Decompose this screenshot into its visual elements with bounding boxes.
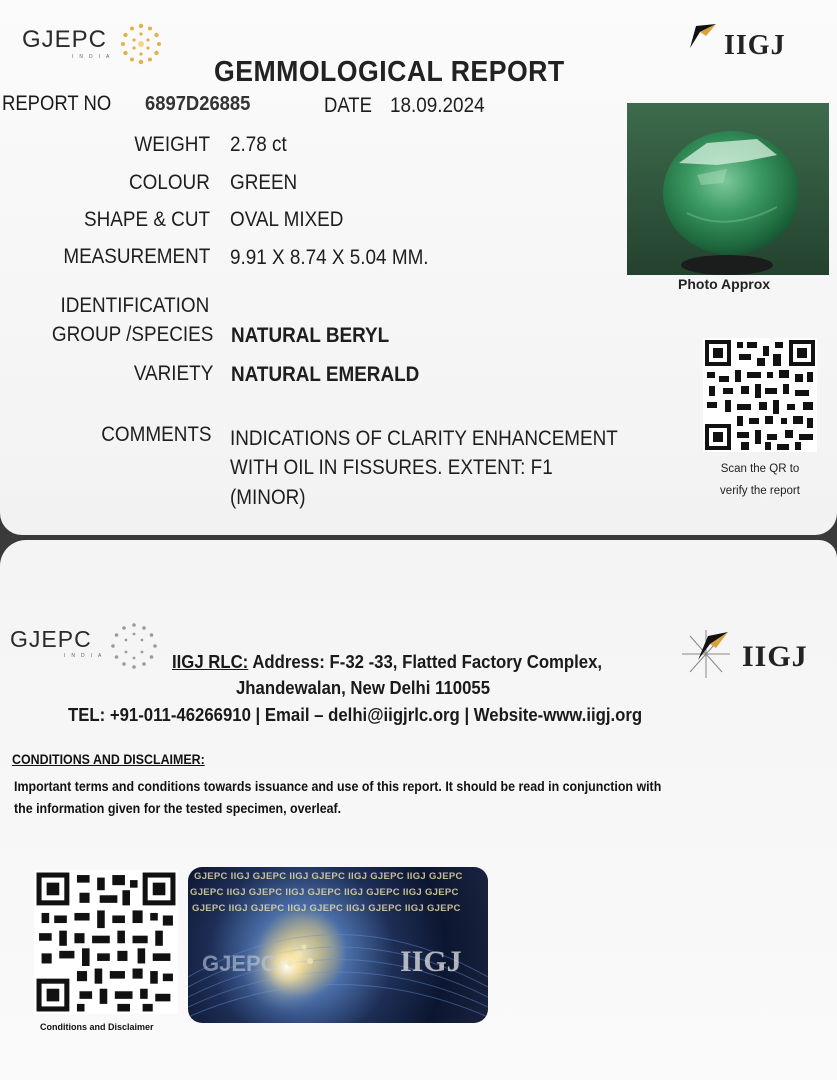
- back-iigj-sunburst-arrow-icon: [678, 626, 734, 682]
- identification-label: IDENTIFICATION: [60, 294, 209, 317]
- conditions-qr-caption: Conditions and Disclaimer: [40, 1022, 154, 1032]
- date-label: DATE: [324, 94, 372, 117]
- report-no-label: REPORT NO: [2, 92, 112, 115]
- conditions-text: [14, 776, 805, 820]
- rlc-address-line-2: Jhandewalan, New Delhi 110055: [236, 678, 491, 698]
- rlc-address-line-1: [172, 652, 602, 673]
- colour-label: COLOUR: [129, 171, 210, 194]
- report-no-value: 6897D26885: [145, 93, 251, 115]
- conditions-line-2: the information given for the tested specimen, overleaf.: [14, 801, 342, 816]
- conditions-line-1: Important terms and conditions towards issuance and use of this report. It should be read in conjunction with: [14, 779, 662, 794]
- gjepc-wordmark: GJEPC: [22, 26, 108, 53]
- shape-cut-label: SHAPE & CUT: [83, 208, 210, 231]
- gem-photo: [627, 103, 829, 275]
- hologram-gjepc-mark: GJEPC: [202, 951, 277, 976]
- iigj-arrow-icon: [688, 22, 718, 50]
- comments-line-2: WITH OIL IN FISSURES. EXTENT: F1: [230, 456, 553, 479]
- photo-caption: Photo Approx: [678, 276, 771, 292]
- gjepc-sunburst-icon: [117, 20, 165, 68]
- measurement-label: MEASUREMENT: [62, 245, 210, 268]
- gjepc-logo: [22, 26, 115, 60]
- back-gjepc-wordmark: GJEPC: [10, 626, 92, 652]
- shape-cut-value: OVAL MIXED: [230, 208, 344, 231]
- comments-line-3: (MINOR): [230, 486, 306, 509]
- iigj-wordmark: IIGJ: [724, 30, 786, 61]
- qr-caption: [702, 458, 818, 502]
- rlc-address-text: Address: F-32 -33, Flatted Factory Complex,: [252, 652, 603, 672]
- back-gjepc-subtitle: INDIA: [64, 653, 108, 659]
- conditions-heading: CONDITIONS AND DISCLAIMER:: [12, 752, 205, 767]
- comments-line-1: INDICATIONS OF CLARITY ENHANCEMENT: [230, 427, 618, 450]
- hologram-text-row-2: GJEPC IIGJ GJEPC IIGJ GJEPC IIGJ GJEPC IIGJ GJEPC: [190, 887, 459, 898]
- gjepc-subtitle: INDIA: [72, 54, 116, 60]
- rlc-label: IIGJ RLC:: [172, 652, 249, 672]
- back-gjepc-sunburst-icon: [108, 620, 160, 672]
- back-iigj-wordmark: IIGJ: [742, 640, 808, 673]
- variety-label: VARIETY: [133, 362, 213, 385]
- date-value: 18.09.2024: [390, 94, 485, 117]
- colour-value: GREEN: [230, 171, 298, 194]
- hologram-text-row-3: GJEPC IIGJ GJEPC IIGJ GJEPC IIGJ GJEPC IIGJ GJEPC: [192, 903, 461, 914]
- emerald-image: [627, 103, 829, 275]
- qr-caption-line-1: Scan the QR to: [720, 463, 800, 475]
- hologram-iigj-mark: IIGJ: [400, 945, 462, 978]
- report-title: GEMMOLOGICAL REPORT: [214, 56, 565, 88]
- report-card-back: [0, 540, 837, 1080]
- weight-label: WEIGHT: [134, 133, 210, 156]
- comments-label: COMMENTS: [100, 423, 211, 446]
- hologram-seal-icon: [188, 867, 488, 1023]
- qr-caption-line-2: verify the report: [720, 485, 800, 497]
- report-card-front: [0, 0, 837, 535]
- qr-code-icon[interactable]: [703, 338, 817, 452]
- variety-value: NATURAL EMERALD: [231, 363, 420, 386]
- hologram-text-row-1: GJEPC IIGJ GJEPC IIGJ GJEPC IIGJ GJEPC IIGJ GJEPC: [194, 871, 463, 882]
- conditions-qr-code-icon[interactable]: [34, 870, 178, 1014]
- contact-line[interactable]: TEL: +91-011-46266910 | Email – delhi@iigjrlc.org | Website-www.iigj.org: [68, 705, 643, 725]
- measurement-value: 9.91 X 8.74 X 5.04 MM.: [230, 246, 429, 269]
- back-gjepc-logo: [10, 626, 107, 659]
- group-species-value: NATURAL BERYL: [231, 324, 390, 347]
- group-species-label: GROUP /SPECIES: [51, 323, 213, 346]
- weight-value: 2.78 ct: [230, 133, 287, 156]
